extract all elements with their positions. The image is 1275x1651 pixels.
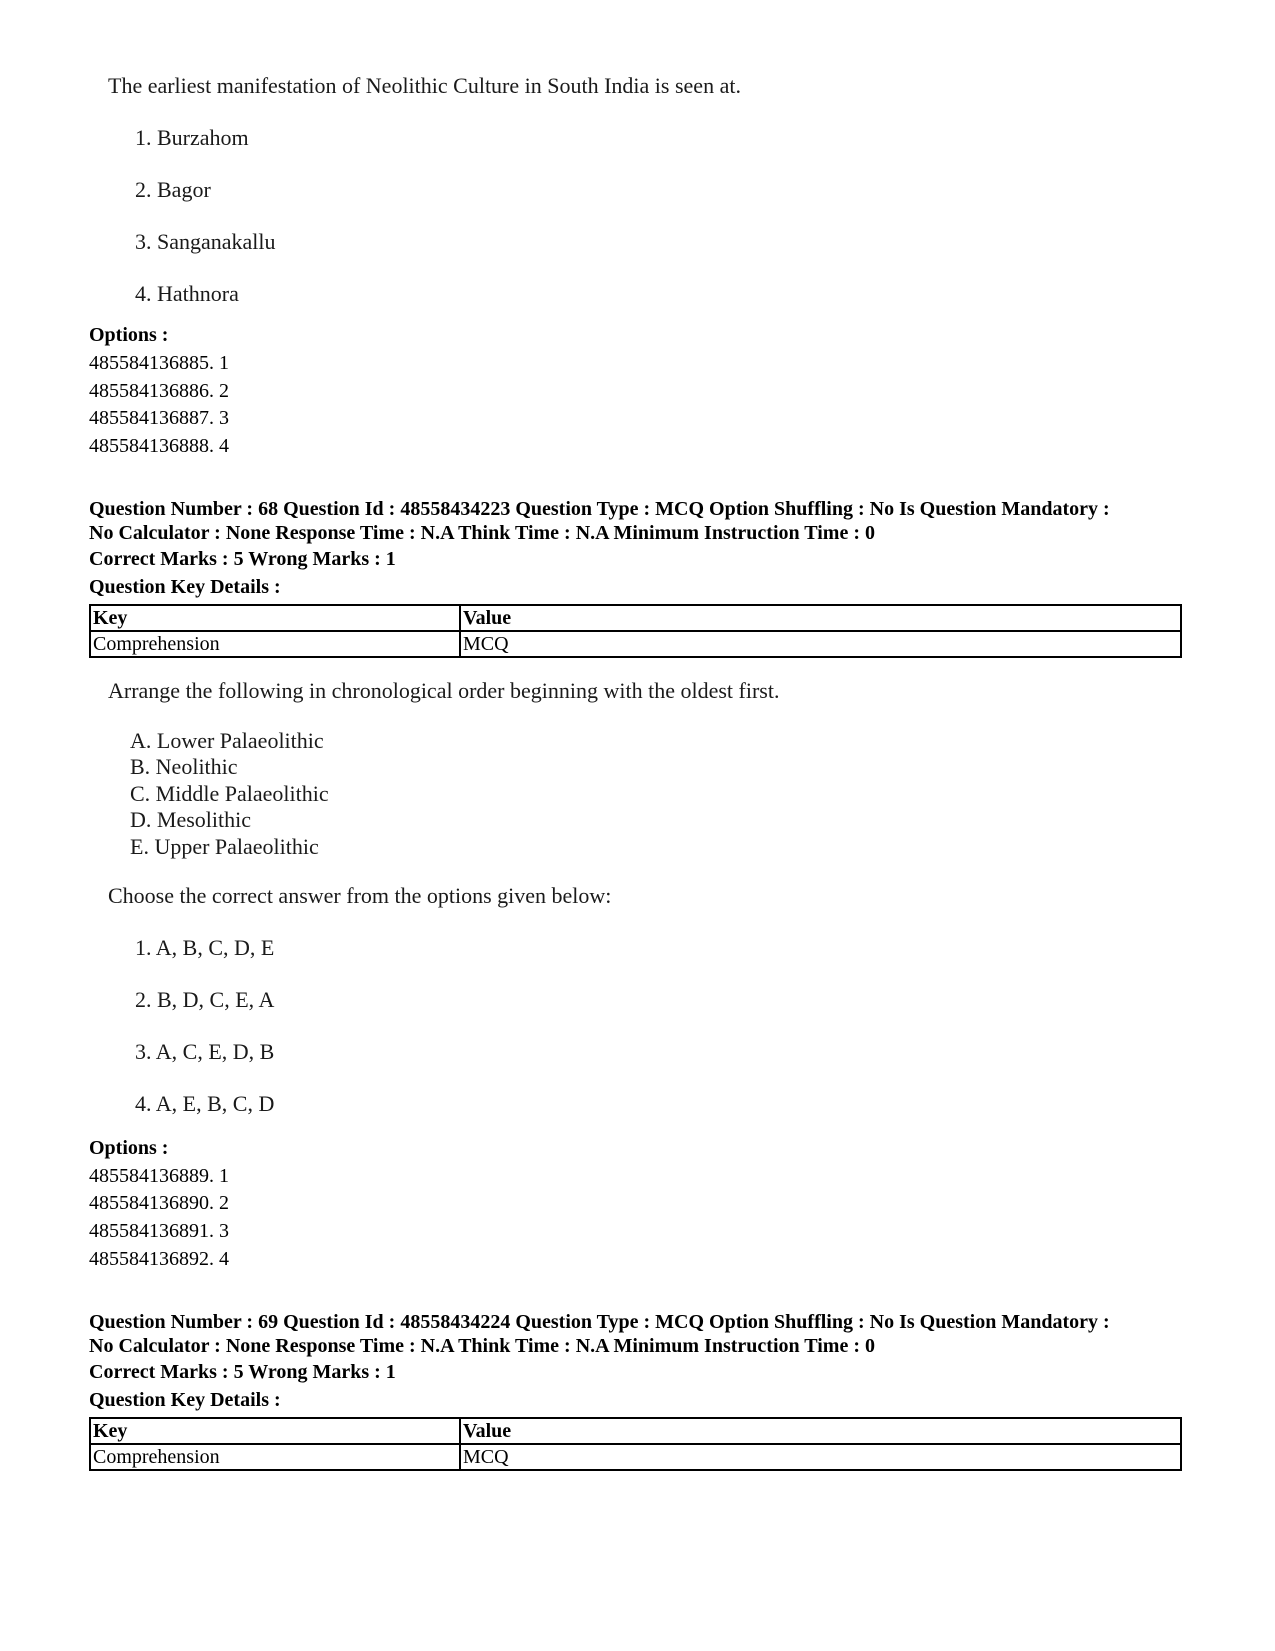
question-stem: The earliest manifestation of Neolithic Culture in South India is seen at. (108, 73, 741, 98)
table-header-key: Key (90, 1418, 460, 1444)
table-header-value: Value (460, 605, 1181, 631)
choice: 4. A, E, B, C, D (135, 1091, 275, 1116)
marks: Correct Marks : 5 Wrong Marks : 1 (89, 1361, 396, 1383)
key-details-label: Question Key Details : (89, 1389, 281, 1411)
marks: Correct Marks : 5 Wrong Marks : 1 (89, 548, 396, 570)
option-id: 485584136887. 3 (89, 407, 229, 429)
table-cell-key: Comprehension (90, 631, 460, 657)
options-label: Options : (89, 1137, 169, 1159)
question-meta-line: No Calculator : None Response Time : N.A Think Time : N.A Minimum Instruction Time : 0 (89, 1335, 875, 1357)
list-item: D. Mesolithic (130, 807, 251, 832)
list-item: B. Neolithic (130, 754, 238, 779)
table-header-value: Value (460, 1418, 1181, 1444)
question-meta-line: Question Number : 68 Question Id : 48558434223 Question Type : MCQ Option Shuffling : No Is Question Mandatory : (89, 498, 1110, 520)
list-item: E. Upper Palaeolithic (130, 834, 319, 859)
choice: 2. B, D, C, E, A (135, 987, 275, 1012)
choice: 1. A, B, C, D, E (135, 935, 275, 960)
list-item: C. Middle Palaeolithic (130, 781, 329, 806)
option-id: 485584136892. 4 (89, 1248, 229, 1270)
table-cell-value: MCQ (460, 631, 1181, 657)
option-id: 485584136889. 1 (89, 1165, 229, 1187)
option-id: 485584136891. 3 (89, 1220, 229, 1242)
option-id: 485584136890. 2 (89, 1192, 229, 1214)
question-meta (89, 497, 1189, 545)
list-item: A. Lower Palaeolithic (130, 728, 324, 753)
option-id: 485584136888. 4 (89, 435, 229, 457)
table-cell-key: Comprehension (90, 1444, 460, 1470)
choice: 1. Burzahom (135, 125, 249, 150)
table-header-key: Key (90, 605, 460, 631)
key-details-label: Question Key Details : (89, 576, 281, 598)
choice: 3. Sanganakallu (135, 229, 276, 254)
options-label: Options : (89, 324, 169, 346)
option-id: 485584136885. 1 (89, 352, 229, 374)
question-meta (89, 1310, 1189, 1358)
table-cell-value: MCQ (460, 1444, 1181, 1470)
choice: 3. A, C, E, D, B (135, 1039, 275, 1064)
choice: 4. Hathnora (135, 281, 239, 306)
key-details-table (89, 1417, 1182, 1471)
question-meta-line: Question Number : 69 Question Id : 48558434224 Question Type : MCQ Option Shuffling : No Is Question Mandatory : (89, 1311, 1110, 1333)
question-meta-line: No Calculator : None Response Time : N.A Think Time : N.A Minimum Instruction Time : 0 (89, 522, 875, 544)
question-stem: Arrange the following in chronological order beginning with the oldest first. (108, 678, 780, 703)
key-details-table (89, 604, 1182, 658)
choice: 2. Bagor (135, 177, 211, 202)
instruction: Choose the correct answer from the options given below: (108, 883, 612, 908)
option-id: 485584136886. 2 (89, 380, 229, 402)
